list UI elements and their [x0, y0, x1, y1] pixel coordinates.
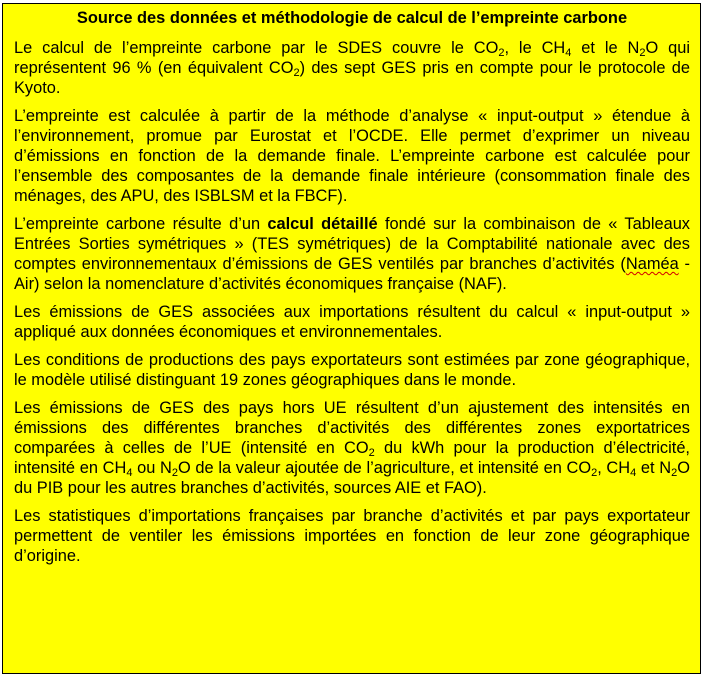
- paragraph-geographic-zones: Les conditions de productions des pays exportateurs sont estimées par zone géographique, le modèle utilisé distinguant 19 zones géographiques dans le monde.: [14, 351, 690, 389]
- paragraph-imports: Les émissions de GES associées aux importations résultent du calcul « input-output » appliqué aux données économiques et environnementales.: [14, 303, 690, 341]
- paragraph-gas-coverage: [14, 38, 690, 98]
- subscript: 2: [368, 447, 375, 459]
- subscript: 2: [639, 47, 646, 59]
- box-title: Source des données et méthodologie de calcul de l’empreinte carbone: [76, 9, 628, 27]
- paragraph-detailed-calculation: [14, 214, 690, 294]
- methodology-box: [2, 3, 701, 674]
- subscript: 4: [126, 467, 133, 479]
- text: Le calcul de l’empreinte carbone par le SDES couvre le CO: [14, 39, 499, 57]
- paragraph-non-eu-adjustment: [14, 398, 690, 498]
- spellcheck-flagged-word[interactable]: Naméa: [625, 255, 679, 273]
- text: O qui représentent 96 % (en équivalent CO: [14, 39, 690, 77]
- text: du kWh pour la production d’électricité, intensité en CH: [14, 439, 690, 477]
- subscript: 2: [591, 467, 598, 479]
- text: O du PIB pour les autres branches d’activités, sources AIE et FAO).: [14, 459, 690, 497]
- subscript: 2: [293, 67, 300, 79]
- subscript: 2: [671, 467, 678, 479]
- subscript: 4: [630, 467, 637, 479]
- text: ou N: [132, 459, 172, 477]
- text: et le N: [571, 39, 640, 57]
- text: L’empreinte carbone résulte d’un: [14, 215, 268, 233]
- subscript: 2: [171, 467, 178, 479]
- bold-text: calcul détaillé: [267, 215, 378, 233]
- text: - Air) selon la nomenclature d’activités économiques française (NAF).: [14, 255, 691, 293]
- text: Les émissions de GES des pays hors UE résultent d’un ajustement des intensités en émissions des différentes branches d’activités des différentes zones exportatrices comparées à celles de l’UE (intensité en CO: [14, 399, 690, 457]
- text: , CH: [597, 459, 631, 477]
- subscript: 4: [565, 47, 572, 59]
- text: , le CH: [504, 39, 566, 57]
- text: fondé sur la combinaison de « Tableaux Entrées Sorties symétriques » (TES symétriques) de la Comptabilité nationale avec des comptes environnementaux d’émissions de GES ventilés par branches d’activités (: [14, 215, 691, 273]
- paragraph-import-statistics: Les statistiques d’importations françaises par branche d’activités et par pays exportateur permettent de ventiler les émissions importées en fonction de leur zone géographique d’origine.: [14, 507, 690, 565]
- text: ) des sept GES pris en compte pour le protocole de Kyoto.: [14, 59, 690, 97]
- subscript: 2: [498, 47, 505, 59]
- paragraph-input-output-method: L’empreinte est calculée à partir de la méthode d’analyse « input-output » étendue à l’environnement, promue par Eurostat et l’OCDE. Elle permet d’exprimer un niveau d’émissions en fonction de la demande finale. L’empreinte carbone est calculée pour l’ensemble des composantes de la demande finale intérieure (consommation finale des ménages, des APU, des ISBLSM et la FBCF).: [14, 107, 690, 205]
- text: et N: [636, 459, 672, 477]
- text: O de la valeur ajoutée de l’agriculture, et intensité en CO: [178, 459, 592, 477]
